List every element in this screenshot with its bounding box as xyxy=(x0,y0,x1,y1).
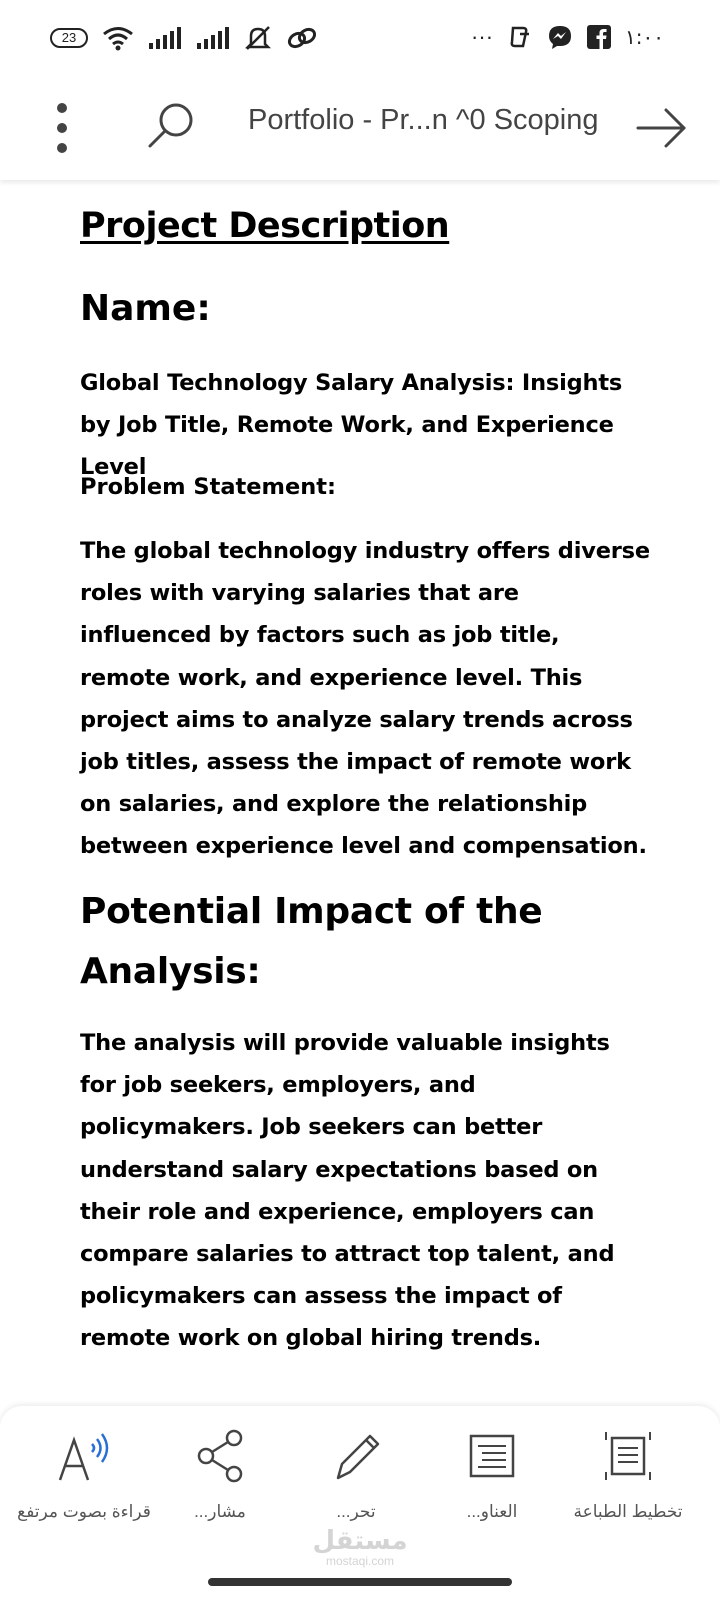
status-bar xyxy=(0,0,720,78)
messenger-icon xyxy=(547,24,573,50)
signal-icon-2 xyxy=(196,27,230,49)
problem-statement-text: The global technology industry offers diverse roles with varying salaries that are influenced by factors such as job title, remote work, and experience level. This project aims to analyze salary trends across job titles, assess the impact of remote work on salaries, and explore the relationship between experience level and compensation. xyxy=(80,538,650,860)
print-layout-icon xyxy=(598,1426,658,1486)
facebook-icon xyxy=(587,25,611,49)
heading-potential-impact: Potential Impact of the Analysis: xyxy=(80,891,543,992)
share-label: مشار... xyxy=(194,1502,246,1521)
document-title: Portfolio - Pr...n ^0 Scoping xyxy=(248,104,599,136)
status-right xyxy=(471,24,664,50)
read-aloud-icon xyxy=(54,1426,114,1486)
impact-text: The analysis will provide valuable insights for job seekers, employers, and policymakers. Job seekers can better understand salary expectations based on their role and experience, employers can compare salaries to attract top talent, and policymakers can assess the impact of remote work on global hiring trends. xyxy=(80,1030,615,1352)
bottom-toolbar xyxy=(0,1406,720,1600)
link-icon xyxy=(286,25,318,51)
clock: ١:٠٠ xyxy=(625,25,664,49)
watermark-latin: mostaqi.com xyxy=(325,1554,395,1568)
headings-icon xyxy=(462,1426,522,1486)
more-notifications-icon: ··· xyxy=(471,24,494,49)
share-icon xyxy=(190,1426,250,1486)
heading-name: Name: xyxy=(80,288,211,329)
app-bar xyxy=(0,78,720,180)
search-icon[interactable] xyxy=(144,98,200,154)
print-layout-label: تخطيط الطباعة xyxy=(573,1502,683,1521)
arrow-forward-icon[interactable] xyxy=(636,106,688,150)
watermark-arabic: مستقل xyxy=(312,1525,408,1555)
pencil-icon xyxy=(326,1426,386,1486)
home-indicator[interactable] xyxy=(208,1578,512,1586)
watermark xyxy=(310,1526,410,1568)
bell-muted-icon xyxy=(244,24,272,52)
edit-label: تحر... xyxy=(336,1502,376,1521)
read-aloud-button[interactable] xyxy=(16,1426,152,1524)
status-left xyxy=(50,24,318,52)
edit-button[interactable] xyxy=(288,1426,424,1524)
print-layout-button[interactable] xyxy=(560,1426,696,1524)
read-aloud-label: قراءة بصوت مرتفع xyxy=(17,1502,151,1521)
headings-label: العناو... xyxy=(466,1502,518,1521)
project-name-text: Global Technology Salary Analysis: Insights by Job Title, Remote Work, and Experience Level xyxy=(80,370,623,480)
more-options-icon[interactable] xyxy=(44,96,80,160)
headings-button[interactable] xyxy=(424,1426,560,1524)
signal-icon xyxy=(148,27,182,49)
heading-project-description: Project Description xyxy=(80,206,450,246)
share-button[interactable] xyxy=(152,1426,288,1524)
copilot-icon xyxy=(507,24,533,50)
heading-problem-statement: Problem Statement: xyxy=(80,474,337,500)
wifi-icon xyxy=(102,25,134,51)
battery-indicator: 23 xyxy=(50,28,88,48)
